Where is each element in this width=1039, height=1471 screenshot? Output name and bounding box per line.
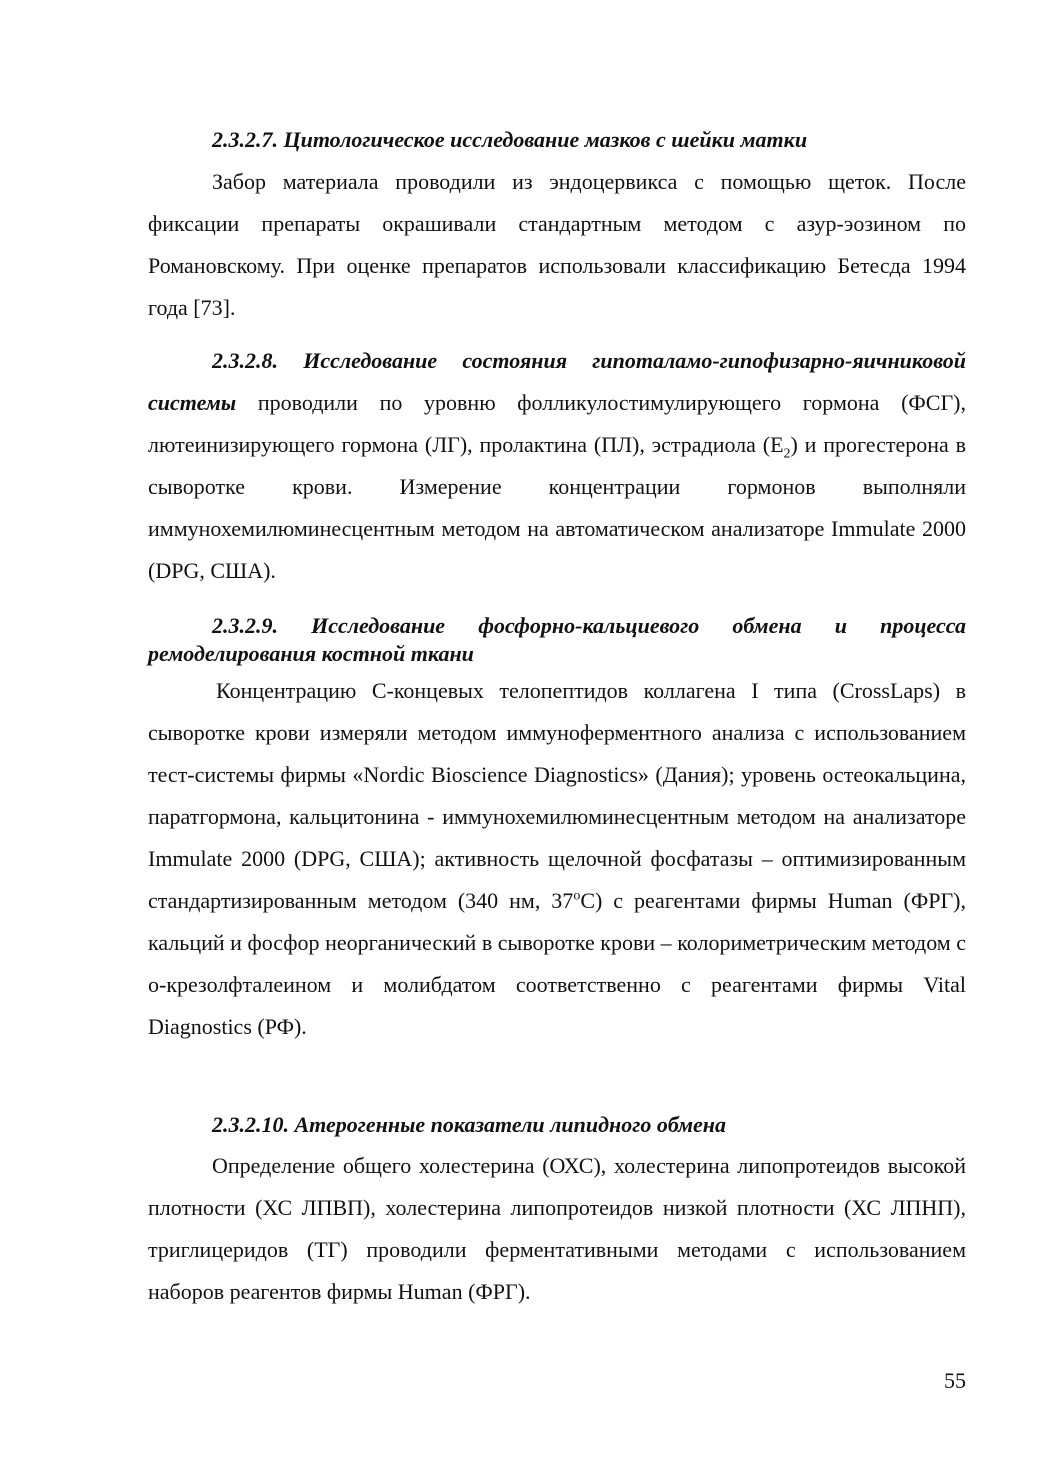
paragraph-text: проводили по уровню фолликулостимулирующего гормона (ФСГ), лютеинизирующего гормона (ЛГ), пролактина (ПЛ), эстрадиола (Е [148,390,966,457]
section-heading-2-3-2-10: 2.3.2.10. Атерогенные показатели липидного обмена [212,1112,727,1137]
section-heading-2-3-2-7: 2.3.2.7. Цитологическое исследование мазков с шейки матки [212,127,808,152]
paragraph-text: ) и прогестерона в сыворотке крови. Измерение концентрации гормонов выполняли иммунохемилюминесцентным методом на автоматическом анализаторе Immulate 2000 (DPG, США). [148,432,966,583]
section-heading-2-3-2-8: 2.3.2.8. Исследование состояния гипоталамо-гипофизарно-яичниковой системы [148,348,966,415]
paragraph-cytology: Забор материала проводили из эндоцервикса с помощью щеток. После фиксации препараты окрашивали стандартным методом с азур-эозином по Романовскому. При оценке препаратов использовали классификацию Бетесда 1994 года [73]. [148,169,966,320]
subscript: 2 [783,446,791,462]
paragraph-text: Концентрацию С-концевых телопептидов коллагена I типа (CrossLaps) в сыворотке крови измеряли методом иммуноферментного анализа с использованием тест-системы фирмы «Nordic Bioscience Diagnostics» (Дания); уровень остеокальцина, паратгормона, кальцитонина - иммунохемилюминесцентным методом на анализаторе Immulate 2000 (DPG, США); активность щелочной фосфатазы – оптимизированным стандартизированным методом (340 нм, 37 [148,678,966,913]
paragraph-text: С) с реагентами фирмы Human (ФРГ), кальций и фосфор неорганический в сыворотке крови – колориметрическим методом с о-крезолфталеином и молибдатом соответственно с реагентами фирмы Vital Diagnostics (РФ). [148,888,967,1039]
superscript: о [573,888,581,904]
paragraph-bone-metabolism [148,670,966,1048]
page-number: 55 [944,1368,966,1393]
section-heading-2-3-2-9: 2.3.2.9. Исследование фосфорно-кальциевого обмена и процесса ремоделирования костной ткани [148,613,966,666]
paragraph-lipid-metabolism: Определение общего холестерина (ОХС), холестерина липопротеидов высокой плотности (ХС ЛПВП), холестерина липопротеидов низкой плотности (ХС ЛПНП), триглицеридов (ТГ) проводили ферментативными методами с использованием наборов реагентов фирмы Human (ФРГ). [148,1153,966,1304]
paragraph-hypothalamic-system [148,340,966,592]
